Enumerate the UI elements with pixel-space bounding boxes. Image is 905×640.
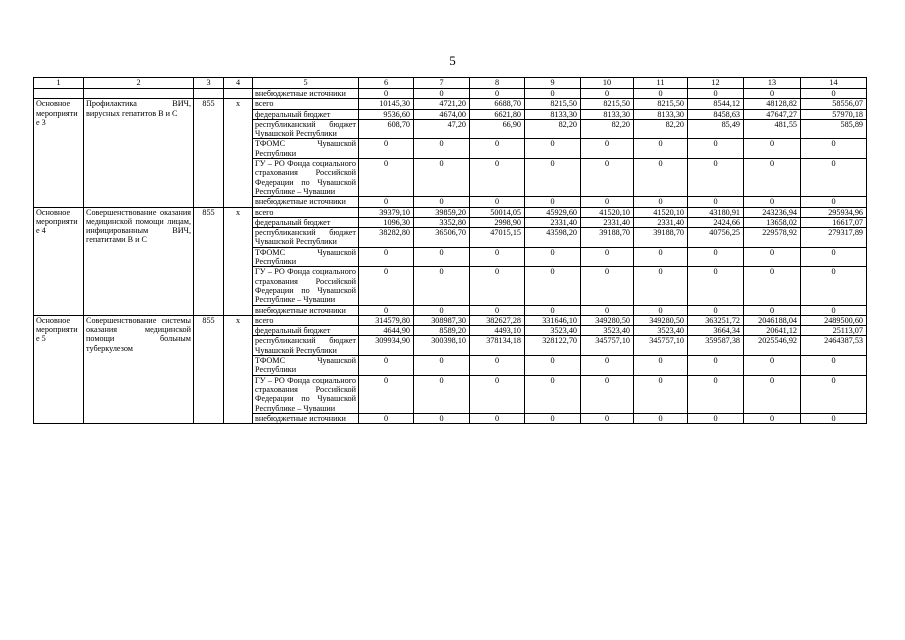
value-cell: 57970,18 (801, 109, 867, 119)
column-header: 8 (470, 78, 525, 89)
value-cell: 0 (801, 267, 867, 305)
value-cell: 0 (688, 197, 744, 207)
column-header: 13 (744, 78, 801, 89)
value-cell: 0 (581, 197, 634, 207)
value-cell: 3523,40 (525, 326, 581, 336)
value-cell: 0 (414, 356, 470, 376)
source-cell: ТФОМС Чувашской Республики (253, 247, 359, 267)
value-cell: 3523,40 (634, 326, 688, 336)
value-cell: 0 (744, 375, 801, 413)
value-cell: 8133,30 (634, 109, 688, 119)
value-cell: 0 (525, 267, 581, 305)
value-cell: 3664,34 (688, 326, 744, 336)
value-cell: 0 (525, 159, 581, 197)
value-cell: 0 (688, 375, 744, 413)
source-cell: внебюджетные источники (253, 305, 359, 315)
value-cell: 8544,12 (688, 99, 744, 109)
measure-title: Основное мероприятие 5 (34, 315, 84, 423)
value-cell: 0 (634, 305, 688, 315)
value-cell: 0 (581, 247, 634, 267)
source-cell: федеральный бюджет (253, 109, 359, 119)
value-cell: 0 (414, 89, 470, 99)
value-cell: 279317,89 (801, 228, 867, 248)
value-cell: 0 (470, 247, 525, 267)
column-header: 10 (581, 78, 634, 89)
source-cell: федеральный бюджет (253, 217, 359, 227)
value-cell: 0 (470, 159, 525, 197)
measure-name: Профилактика ВИЧ, вирусных гепатитов В и С (84, 99, 194, 207)
value-cell: 8589,20 (414, 326, 470, 336)
value-cell: 0 (744, 305, 801, 315)
column-header: 4 (224, 78, 253, 89)
value-cell: 39859,20 (414, 207, 470, 217)
value-cell: 85,49 (688, 119, 744, 139)
column-number-row (34, 78, 867, 89)
value-cell: 0 (801, 413, 867, 423)
value-cell: 0 (744, 356, 801, 376)
source-cell: ГУ – РО Фонда социального страхования Российской Федерации по Чувашской Республике – Чувашии (253, 159, 359, 197)
value-cell: 308987,30 (414, 315, 470, 325)
value-cell: 0 (470, 375, 525, 413)
column-header: 14 (801, 78, 867, 89)
value-cell: 47647,27 (744, 109, 801, 119)
value-cell: 0 (359, 247, 414, 267)
measure-x: х (224, 315, 253, 423)
value-cell: 0 (359, 267, 414, 305)
value-cell: 0 (581, 89, 634, 99)
column-header: 9 (525, 78, 581, 89)
value-cell: 2489500,60 (801, 315, 867, 325)
value-cell: 359587,38 (688, 336, 744, 356)
value-cell: 2331,40 (581, 217, 634, 227)
value-cell: 4674,00 (414, 109, 470, 119)
value-cell: 0 (470, 413, 525, 423)
value-cell: 4493,10 (470, 326, 525, 336)
value-cell: 0 (359, 413, 414, 423)
value-cell: 8215,50 (581, 99, 634, 109)
value-cell: 0 (634, 139, 688, 159)
value-cell: 0 (470, 197, 525, 207)
value-cell: 0 (801, 89, 867, 99)
measure-name: Совершенствование системы оказания медицинской помощи больным туберкулезом (84, 315, 194, 423)
value-cell: 0 (688, 139, 744, 159)
value-cell: 0 (359, 375, 414, 413)
column-header: 5 (253, 78, 359, 89)
value-cell: 47,20 (414, 119, 470, 139)
value-cell: 3523,40 (581, 326, 634, 336)
measure-code: 855 (194, 207, 224, 315)
value-cell: 0 (359, 356, 414, 376)
source-cell: республиканский бюджет Чувашской Республики (253, 119, 359, 139)
value-cell: 0 (801, 247, 867, 267)
value-cell: 0 (359, 89, 414, 99)
value-cell: 82,20 (581, 119, 634, 139)
value-cell: 2424,66 (688, 217, 744, 227)
value-cell: 0 (414, 267, 470, 305)
measure-code: 855 (194, 315, 224, 423)
value-cell: 0 (688, 356, 744, 376)
value-cell: 0 (744, 267, 801, 305)
value-cell: 0 (744, 159, 801, 197)
value-cell: 0 (525, 356, 581, 376)
empty-cell (84, 89, 194, 99)
value-cell: 0 (801, 139, 867, 159)
value-cell: 2331,40 (525, 217, 581, 227)
empty-cell (34, 89, 84, 99)
value-cell: 0 (801, 356, 867, 376)
value-cell: 0 (801, 375, 867, 413)
table-row (34, 89, 867, 99)
value-cell: 8215,50 (525, 99, 581, 109)
source-cell: ГУ – РО Фонда социального страхования Российской Федерации по Чувашской Республике – Чувашии (253, 375, 359, 413)
value-cell: 13658,02 (744, 217, 801, 227)
value-cell: 331646,10 (525, 315, 581, 325)
value-cell: 2025546,92 (744, 336, 801, 356)
measure-code: 855 (194, 99, 224, 207)
value-cell: 0 (525, 305, 581, 315)
page-number: 5 (449, 53, 456, 68)
value-cell: 382627,28 (470, 315, 525, 325)
funding-table (33, 77, 867, 424)
empty-cell (194, 89, 224, 99)
value-cell: 4721,20 (414, 99, 470, 109)
value-cell: 0 (801, 305, 867, 315)
value-cell: 345757,10 (581, 336, 634, 356)
measure-x: х (224, 207, 253, 315)
value-cell: 45929,60 (525, 207, 581, 217)
source-cell: внебюджетные источники (253, 197, 359, 207)
value-cell: 0 (688, 267, 744, 305)
value-cell: 0 (634, 247, 688, 267)
value-cell: 309934,90 (359, 336, 414, 356)
value-cell: 378134,18 (470, 336, 525, 356)
value-cell: 0 (359, 305, 414, 315)
value-cell: 0 (744, 89, 801, 99)
value-cell: 0 (688, 413, 744, 423)
value-cell: 43180,91 (688, 207, 744, 217)
column-header: 11 (634, 78, 688, 89)
column-header: 1 (34, 78, 84, 89)
value-cell: 6621,80 (470, 109, 525, 119)
value-cell: 0 (414, 375, 470, 413)
value-cell: 82,20 (525, 119, 581, 139)
value-cell: 39188,70 (634, 228, 688, 248)
value-cell: 585,89 (801, 119, 867, 139)
value-cell: 0 (634, 159, 688, 197)
value-cell: 0 (414, 159, 470, 197)
table-row (34, 315, 867, 325)
value-cell: 0 (470, 267, 525, 305)
source-cell: ТФОМС Чувашской Республики (253, 356, 359, 376)
value-cell: 0 (414, 197, 470, 207)
value-cell: 0 (581, 305, 634, 315)
value-cell: 0 (744, 247, 801, 267)
value-cell: 2998,90 (470, 217, 525, 227)
value-cell: 243236,94 (744, 207, 801, 217)
value-cell: 0 (359, 159, 414, 197)
value-cell: 39379,10 (359, 207, 414, 217)
value-cell: 20641,12 (744, 326, 801, 336)
value-cell: 40756,25 (688, 228, 744, 248)
value-cell: 0 (744, 197, 801, 207)
value-cell: 0 (470, 305, 525, 315)
value-cell: 0 (359, 197, 414, 207)
source-cell: федеральный бюджет (253, 326, 359, 336)
value-cell: 8133,30 (581, 109, 634, 119)
value-cell: 0 (414, 247, 470, 267)
value-cell: 0 (581, 375, 634, 413)
value-cell: 0 (414, 305, 470, 315)
value-cell: 0 (414, 413, 470, 423)
value-cell: 8458,63 (688, 109, 744, 119)
value-cell: 295934,96 (801, 207, 867, 217)
source-cell: внебюджетные источники (253, 89, 359, 99)
measure-x: х (224, 99, 253, 207)
value-cell: 349280,50 (581, 315, 634, 325)
value-cell: 1096,30 (359, 217, 414, 227)
value-cell: 0 (634, 89, 688, 99)
value-cell: 2331,40 (634, 217, 688, 227)
value-cell: 0 (525, 413, 581, 423)
value-cell: 0 (801, 197, 867, 207)
value-cell: 0 (744, 139, 801, 159)
value-cell: 9536,60 (359, 109, 414, 119)
source-cell: всего (253, 99, 359, 109)
value-cell: 0 (525, 375, 581, 413)
value-cell: 2046188,04 (744, 315, 801, 325)
value-cell: 0 (581, 159, 634, 197)
value-cell: 36506,70 (414, 228, 470, 248)
value-cell: 0 (634, 413, 688, 423)
value-cell: 41520,10 (634, 207, 688, 217)
value-cell: 0 (688, 89, 744, 99)
value-cell: 0 (470, 139, 525, 159)
value-cell: 3352,80 (414, 217, 470, 227)
column-header: 12 (688, 78, 744, 89)
source-cell: республиканский бюджет Чувашской Республики (253, 336, 359, 356)
value-cell: 58556,07 (801, 99, 867, 109)
value-cell: 8133,30 (525, 109, 581, 119)
value-cell: 8215,50 (634, 99, 688, 109)
empty-cell (224, 89, 253, 99)
value-cell: 0 (359, 139, 414, 159)
value-cell: 47015,15 (470, 228, 525, 248)
measure-title: Основное мероприятие 4 (34, 207, 84, 315)
value-cell: 328122,70 (525, 336, 581, 356)
value-cell: 0 (525, 139, 581, 159)
value-cell: 0 (525, 89, 581, 99)
value-cell: 0 (470, 356, 525, 376)
value-cell: 2464387,53 (801, 336, 867, 356)
value-cell: 0 (525, 247, 581, 267)
value-cell: 0 (634, 356, 688, 376)
value-cell: 0 (525, 197, 581, 207)
value-cell: 4644,90 (359, 326, 414, 336)
source-cell: ГУ – РО Фонда социального страхования Российской Федерации по Чувашской Республике – Чувашии (253, 267, 359, 305)
column-header: 7 (414, 78, 470, 89)
value-cell: 43598,20 (525, 228, 581, 248)
value-cell: 0 (634, 375, 688, 413)
value-cell: 0 (688, 305, 744, 315)
value-cell: 25113,07 (801, 326, 867, 336)
column-header: 6 (359, 78, 414, 89)
value-cell: 363251,72 (688, 315, 744, 325)
value-cell: 0 (470, 89, 525, 99)
value-cell: 229578,92 (744, 228, 801, 248)
value-cell: 0 (581, 267, 634, 305)
value-cell: 0 (581, 139, 634, 159)
value-cell: 38282,80 (359, 228, 414, 248)
column-header: 2 (84, 78, 194, 89)
measure-title: Основное мероприятие 3 (34, 99, 84, 207)
value-cell: 0 (688, 247, 744, 267)
source-cell: республиканский бюджет Чувашской Республики (253, 228, 359, 248)
value-cell: 0 (581, 413, 634, 423)
table-row (34, 207, 867, 217)
value-cell: 41520,10 (581, 207, 634, 217)
value-cell: 0 (581, 356, 634, 376)
source-cell: ТФОМС Чувашской Республики (253, 139, 359, 159)
source-cell: всего (253, 207, 359, 217)
value-cell: 0 (414, 139, 470, 159)
value-cell: 66,90 (470, 119, 525, 139)
value-cell: 0 (744, 413, 801, 423)
value-cell: 0 (634, 267, 688, 305)
value-cell: 82,20 (634, 119, 688, 139)
value-cell: 345757,10 (634, 336, 688, 356)
source-cell: внебюджетные источники (253, 413, 359, 423)
column-header: 3 (194, 78, 224, 89)
table-row (34, 99, 867, 109)
value-cell: 481,55 (744, 119, 801, 139)
measure-name: Совершенствование оказания медицинской помощи лицам, инфицированным ВИЧ, гепатитами В и С (84, 207, 194, 315)
value-cell: 48128,82 (744, 99, 801, 109)
value-cell: 314579,80 (359, 315, 414, 325)
value-cell: 0 (801, 159, 867, 197)
value-cell: 349280,50 (634, 315, 688, 325)
value-cell: 0 (688, 159, 744, 197)
value-cell: 608,70 (359, 119, 414, 139)
value-cell: 300398,10 (414, 336, 470, 356)
value-cell: 50014,05 (470, 207, 525, 217)
value-cell: 0 (634, 197, 688, 207)
value-cell: 16617,07 (801, 217, 867, 227)
value-cell: 39188,70 (581, 228, 634, 248)
value-cell: 6688,70 (470, 99, 525, 109)
value-cell: 10145,30 (359, 99, 414, 109)
source-cell: всего (253, 315, 359, 325)
